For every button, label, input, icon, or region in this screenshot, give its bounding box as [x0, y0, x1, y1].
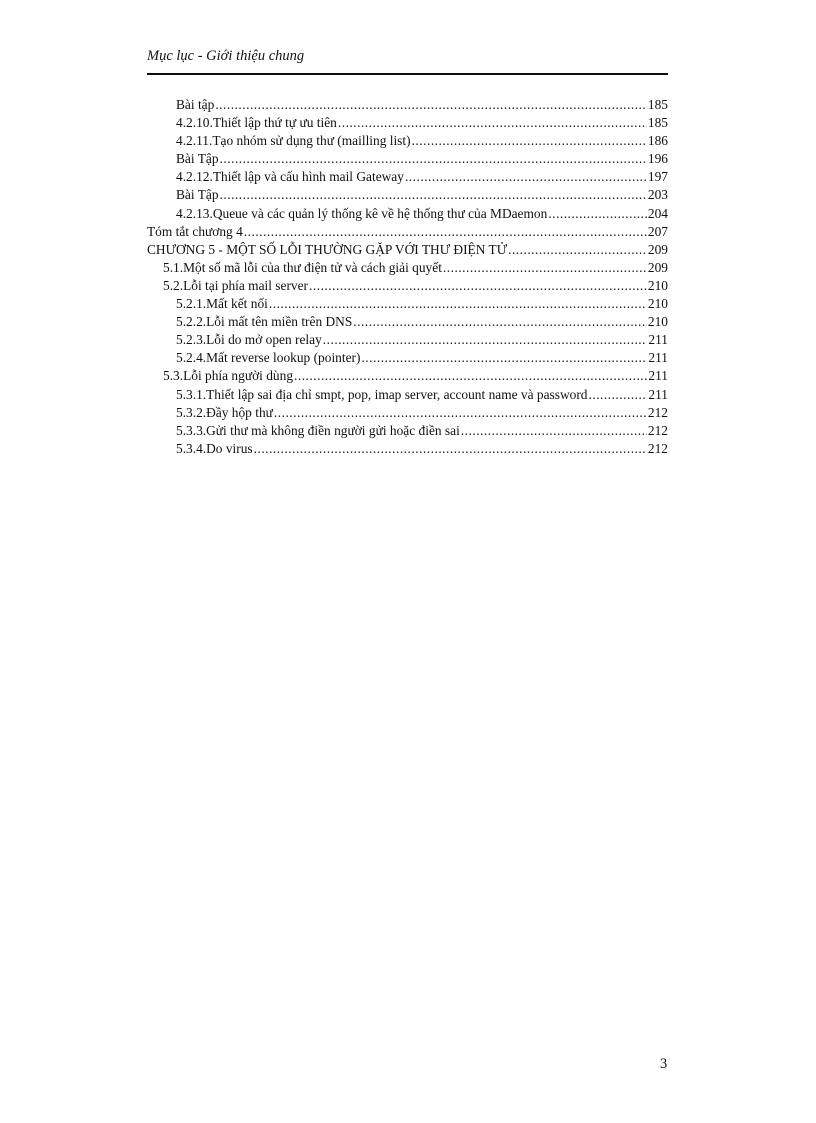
toc-entry[interactable]: [147, 331, 668, 349]
toc-entry-title: 5.2.4.Mất reverse lookup (pointer): [176, 350, 361, 366]
page-number: 3: [660, 1056, 668, 1072]
toc-entry[interactable]: [147, 168, 668, 186]
toc-entry-page: 211: [648, 386, 668, 402]
running-header: Mục lục - Giới thiệu chung: [147, 48, 305, 64]
toc-entry-page: 209: [647, 259, 668, 275]
toc-entry-title: 5.3.1.Thiết lập sai địa chỉ smpt, pop, imap server, account name và password: [176, 386, 588, 402]
toc-entry[interactable]: [147, 114, 668, 132]
toc-entry-page: 185: [647, 115, 668, 131]
toc-entry-title: 4.2.13.Queue và các quản lý thống kê về hệ thống thư của MDaemon: [176, 205, 548, 221]
toc-entry-page: 197: [647, 169, 668, 185]
toc-dot-leader: [220, 150, 647, 168]
toc-entry-page: 212: [647, 404, 668, 420]
toc-dot-leader: [269, 295, 647, 313]
toc-entry-page: 185: [647, 97, 668, 112]
toc-entry[interactable]: [147, 422, 668, 440]
toc-entry-title: 5.3.3.Gửi thư mà không điền người gửi hoặc điền sai: [176, 422, 460, 438]
toc-entry-title: 4.2.11.Tạo nhóm sử dụng thư (mailling list): [176, 133, 411, 149]
toc-dot-leader: [294, 367, 647, 385]
header-rule: [147, 73, 668, 75]
toc-entry[interactable]: [147, 241, 668, 259]
toc-dot-leader: [215, 96, 647, 114]
toc-entry-page: 196: [647, 151, 668, 167]
toc-entry[interactable]: [147, 349, 668, 367]
toc-entry-page: 210: [647, 296, 668, 312]
toc-dot-leader: [323, 331, 648, 349]
toc-entry-page: 210: [647, 314, 668, 330]
toc-entry[interactable]: [147, 386, 668, 404]
toc-entry[interactable]: [147, 277, 668, 295]
toc-entry[interactable]: [147, 313, 668, 331]
toc-dot-leader: [412, 132, 647, 150]
toc-entry-title: Bài Tập: [176, 187, 219, 203]
toc-entry-title: 4.2.12.Thiết lập và cấu hình mail Gateway: [176, 169, 404, 185]
toc-dot-leader: [361, 349, 647, 367]
toc-entry-title: 5.2.1.Mất kết nối: [176, 296, 268, 312]
toc-entry-title: 5.2.2.Lỗi mất tên miền trên DNS: [176, 314, 353, 330]
toc-dot-leader: [220, 186, 647, 204]
toc-entry-title: Bài Tập: [176, 151, 219, 167]
toc-entry[interactable]: [147, 150, 668, 168]
toc-entry-page: 186: [647, 133, 668, 149]
toc-entry[interactable]: [147, 295, 668, 313]
toc-entry[interactable]: [147, 205, 668, 223]
toc-dot-leader: [274, 404, 647, 422]
toc-dot-leader: [405, 168, 647, 186]
toc-entry[interactable]: [147, 367, 668, 385]
toc-dot-leader: [353, 313, 647, 331]
toc-entry-page: 210: [647, 277, 668, 293]
toc-entry-page: 211: [648, 350, 668, 366]
toc-dot-leader: [548, 205, 647, 223]
toc-entry-page: 211: [648, 332, 668, 348]
toc-entry-page: 212: [647, 422, 668, 438]
toc-dot-leader: [508, 241, 647, 259]
toc-entry-page: 211: [648, 368, 668, 384]
toc-entry[interactable]: [147, 223, 668, 241]
toc-dot-leader: [443, 259, 647, 277]
toc-entry-page: 207: [647, 223, 668, 239]
toc-entry-title: 5.1.Một số mã lỗi của thư điện tử và cách giải quyết: [163, 259, 442, 275]
table-of-contents: [147, 96, 668, 458]
toc-entry[interactable]: [147, 132, 668, 150]
toc-entry-page: 204: [647, 205, 668, 221]
toc-dot-leader: [589, 386, 648, 404]
toc-entry[interactable]: [147, 186, 668, 204]
toc-dot-leader: [254, 440, 647, 458]
toc-entry-title: 5.3.Lỗi phía người dùng: [163, 368, 294, 384]
toc-entry-title: 4.2.10.Thiết lập thứ tự ưu tiên: [176, 115, 337, 131]
toc-entry-page: 212: [647, 440, 668, 456]
toc-entry[interactable]: [147, 440, 668, 458]
toc-entry-title: 5.2.Lỗi tại phía mail server: [163, 277, 309, 293]
toc-dot-leader: [309, 277, 647, 295]
toc-entry[interactable]: [147, 259, 668, 277]
toc-entry-title: 5.3.2.Đầy hộp thư: [176, 404, 273, 420]
toc-entry-page: 203: [647, 187, 668, 203]
toc-entry-title: Tóm tắt chương 4: [147, 223, 243, 239]
toc-entry-title: Bài tập: [176, 97, 215, 112]
toc-entry-page: 209: [647, 241, 668, 257]
toc-entry-title: CHƯƠNG 5 - MỘT SỐ LỖI THƯỜNG GẶP VỚI THƯ ĐIỆN TỬ: [147, 241, 508, 257]
toc-dot-leader: [244, 223, 647, 241]
toc-entry-title: 5.3.4.Do virus: [176, 440, 253, 456]
toc-dot-leader: [338, 114, 647, 132]
toc-entry[interactable]: [147, 96, 668, 114]
toc-dot-leader: [461, 422, 647, 440]
toc-entry[interactable]: [147, 404, 668, 422]
toc-entry-title: 5.2.3.Lỗi do mở open relay: [176, 332, 322, 348]
